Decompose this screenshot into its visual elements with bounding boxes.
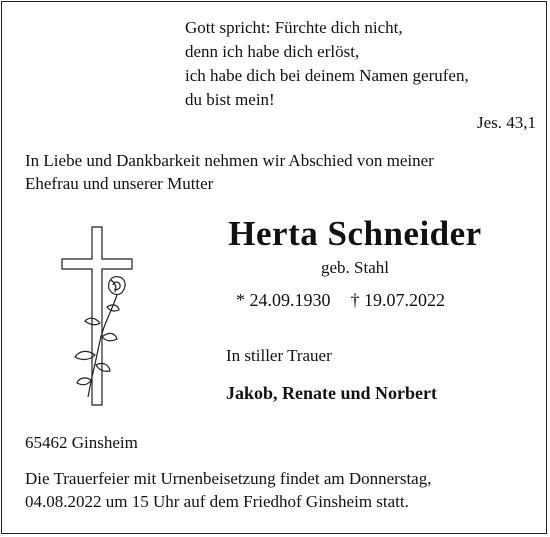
ceremony-line: 04.08.2022 um 15 Uhr auf dem Friedhof Ginsheim statt.	[25, 492, 409, 511]
birth-name: geb. Stahl	[321, 258, 389, 277]
verse-reference: Jes. 43,1	[476, 113, 536, 132]
death-date: † 19.07.2022	[350, 290, 445, 310]
intro-line: In Liebe und Dankbarkeit nehmen wir Abschied von meiner	[25, 151, 434, 170]
verse-line: du bist mein!	[185, 90, 275, 109]
deceased-name: Herta Schneider	[228, 214, 482, 253]
ceremony-line: Die Trauerfeier mit Urnenbeisetzung findet am Donnerstag,	[25, 469, 432, 488]
intro-line: Ehefrau und unserer Mutter	[25, 174, 214, 193]
intro-text	[25, 149, 434, 195]
bible-verse	[185, 16, 469, 112]
verse-line: denn ich habe dich erlöst,	[185, 42, 360, 61]
birth-date: * 24.09.1930	[236, 290, 331, 310]
life-dates	[236, 290, 445, 311]
ceremony-info	[25, 467, 431, 513]
mourning-heading: In stiller Trauer	[226, 346, 332, 365]
verse-line: Gott spricht: Fürchte dich nicht,	[185, 18, 403, 37]
place: 65462 Ginsheim	[25, 433, 138, 452]
mourners-names: Jakob, Renate und Norbert	[226, 383, 438, 403]
verse-line: ich habe dich bei deinem Namen gerufen,	[185, 66, 469, 85]
